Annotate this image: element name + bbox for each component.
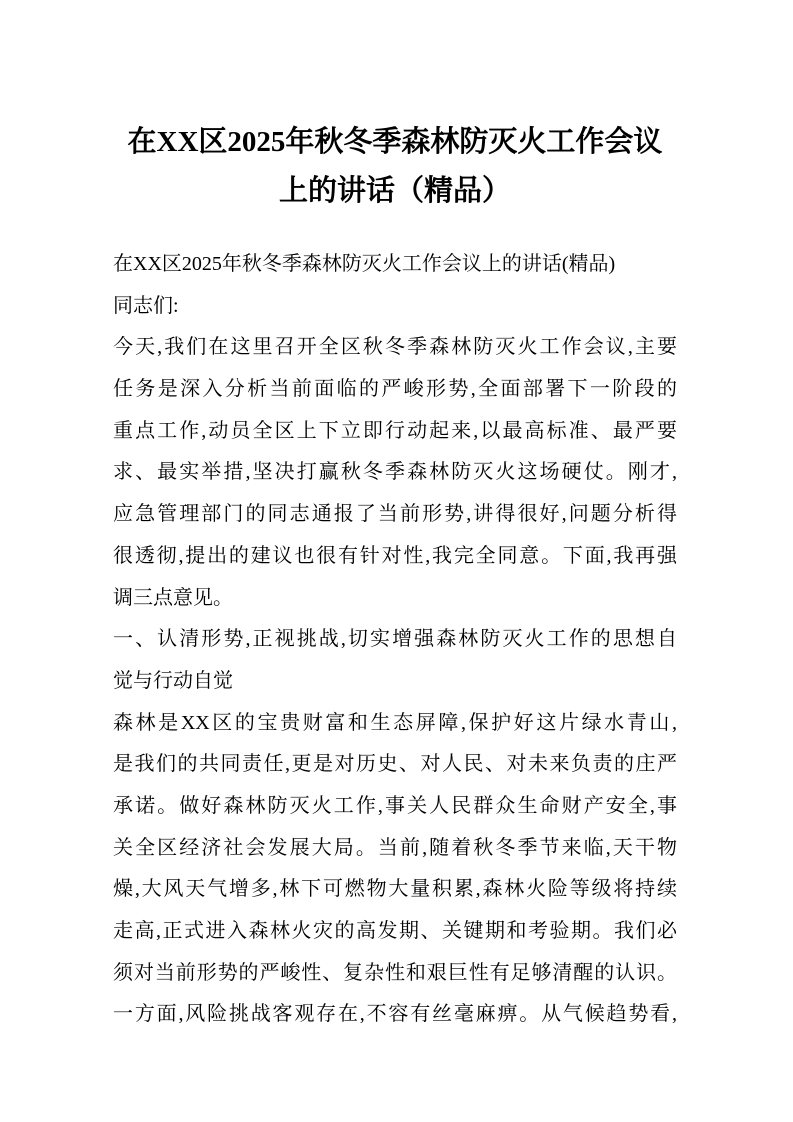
document-title <box>113 118 677 216</box>
body-line: 森林是XX区的宝贵财富和生态屏障,保护好这片绿水青山, <box>113 711 677 734</box>
document-title-line-1: 在XX区2025年秋冬季森林防灭火工作会议 <box>127 126 663 158</box>
document-title-line-2: 上的讲话（精品） <box>278 175 511 207</box>
body-line: 承诺。做好森林防灭火工作,事关人民群众生命财产安全,事 <box>113 794 677 817</box>
body-line: 走高,正式进入森林火灾的高发期、关键期和考验期。我们必 <box>113 920 677 942</box>
body-line: 须对当前形势的严峻性、复杂性和艰巨性有足够清醒的认识。 <box>113 961 677 984</box>
body-line: 求、最实举措,坚决打赢秋冬季森林防灭火这场硬仗。刚才, <box>113 461 677 484</box>
body-line: 在XX区2025年秋冬季森林防灭火工作会议上的讲话(精品) <box>113 253 616 275</box>
body-line: 一方面,风险挑战客观存在,不容有丝毫麻痹。从气候趋势看, <box>113 1003 677 1026</box>
body-line: 应急管理部门的同志通报了当前形势,讲得很好,问题分析得 <box>113 503 677 526</box>
body-line: 觉与行动自觉 <box>113 669 233 692</box>
body-line: 重点工作,动员全区上下立即行动起来,以最高标准、最严要 <box>113 419 677 442</box>
body-line: 是我们的共同责任,更是对历史、对人民、对未来负责的庄严 <box>113 753 677 776</box>
body-line: 一、认清形势,正视挑战,切实增强森林防灭火工作的思想自 <box>113 628 677 651</box>
body-line: 关全区经济社会发展大局。当前,随着秋冬季节来临,天干物 <box>113 836 677 859</box>
body-line: 今天,我们在这里召开全区秋冬季森林防灭火工作会议,主要 <box>113 336 677 359</box>
body-line: 任务是深入分析当前面临的严峻形势,全面部署下一阶段的 <box>113 378 677 401</box>
body-text <box>113 244 677 1036</box>
body-line: 很透彻,提出的建议也很有针对性,我完全同意。下面,我再强 <box>113 544 677 567</box>
body-line: 燥,大风天气增多,林下可燃物大量积累,森林火险等级将持续 <box>113 878 677 901</box>
body-line: 同志们: <box>113 294 179 317</box>
body-line: 调三点意见。 <box>113 586 233 609</box>
